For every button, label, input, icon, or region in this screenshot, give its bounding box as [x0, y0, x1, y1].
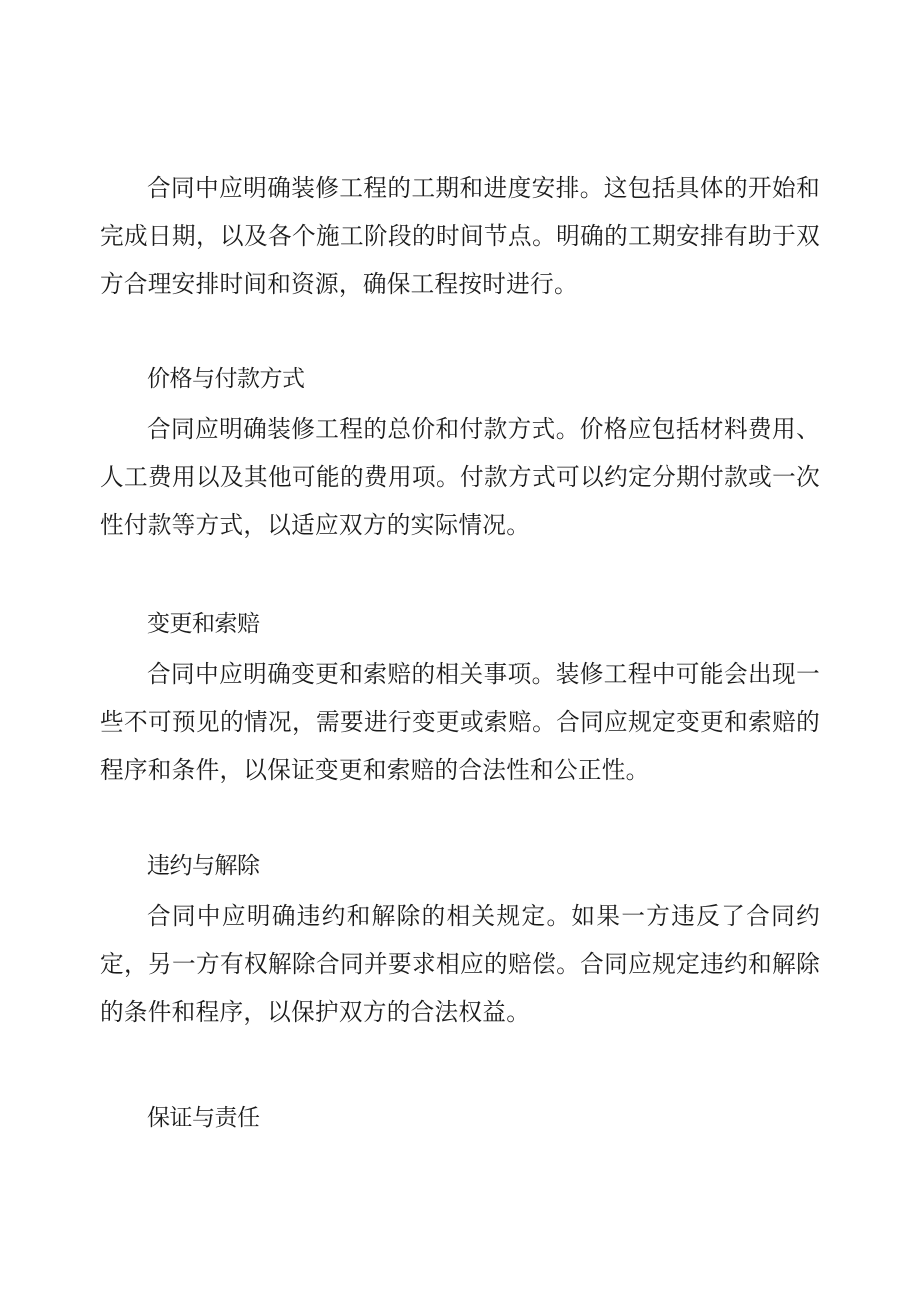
paragraph-change-claims: 合同中应明确变更和索赔的相关事项。装修工程中可能会出现一些不可预见的情况，需要进行变更或索赔。合同应规定变更和索赔的程序和条件，以保证变更和索赔的合法性和公正性。: [100, 660, 820, 784]
heading-change-claims: 变更和索赔: [147, 611, 260, 637]
heading-warranty-liability: 保证与责任: [147, 1105, 260, 1131]
paragraph-breach-termination: 合同中应明确违约和解除的相关规定。如果一方违反了合同约定，另一方有权解除合同并要求相应的赔偿。合同应规定违约和解除的条件和程序，以保护双方的合法权益。: [100, 902, 820, 1026]
paragraph-schedule: 合同中应明确装修工程的工期和进度安排。这包括具体的开始和完成日期，以及各个施工阶段的时间节点。明确的工期安排有助于双方合理安排时间和资源，确保工程按时进行。: [100, 174, 820, 298]
heading-breach-termination: 违约与解除: [147, 853, 260, 879]
heading-price-payment: 价格与付款方式: [147, 366, 305, 392]
paragraph-price-payment: 合同应明确装修工程的总价和付款方式。价格应包括材料费用、人工费用以及其他可能的费用项。付款方式可以约定分期付款或一次性付款等方式，以适应双方的实际情况。: [100, 415, 820, 539]
